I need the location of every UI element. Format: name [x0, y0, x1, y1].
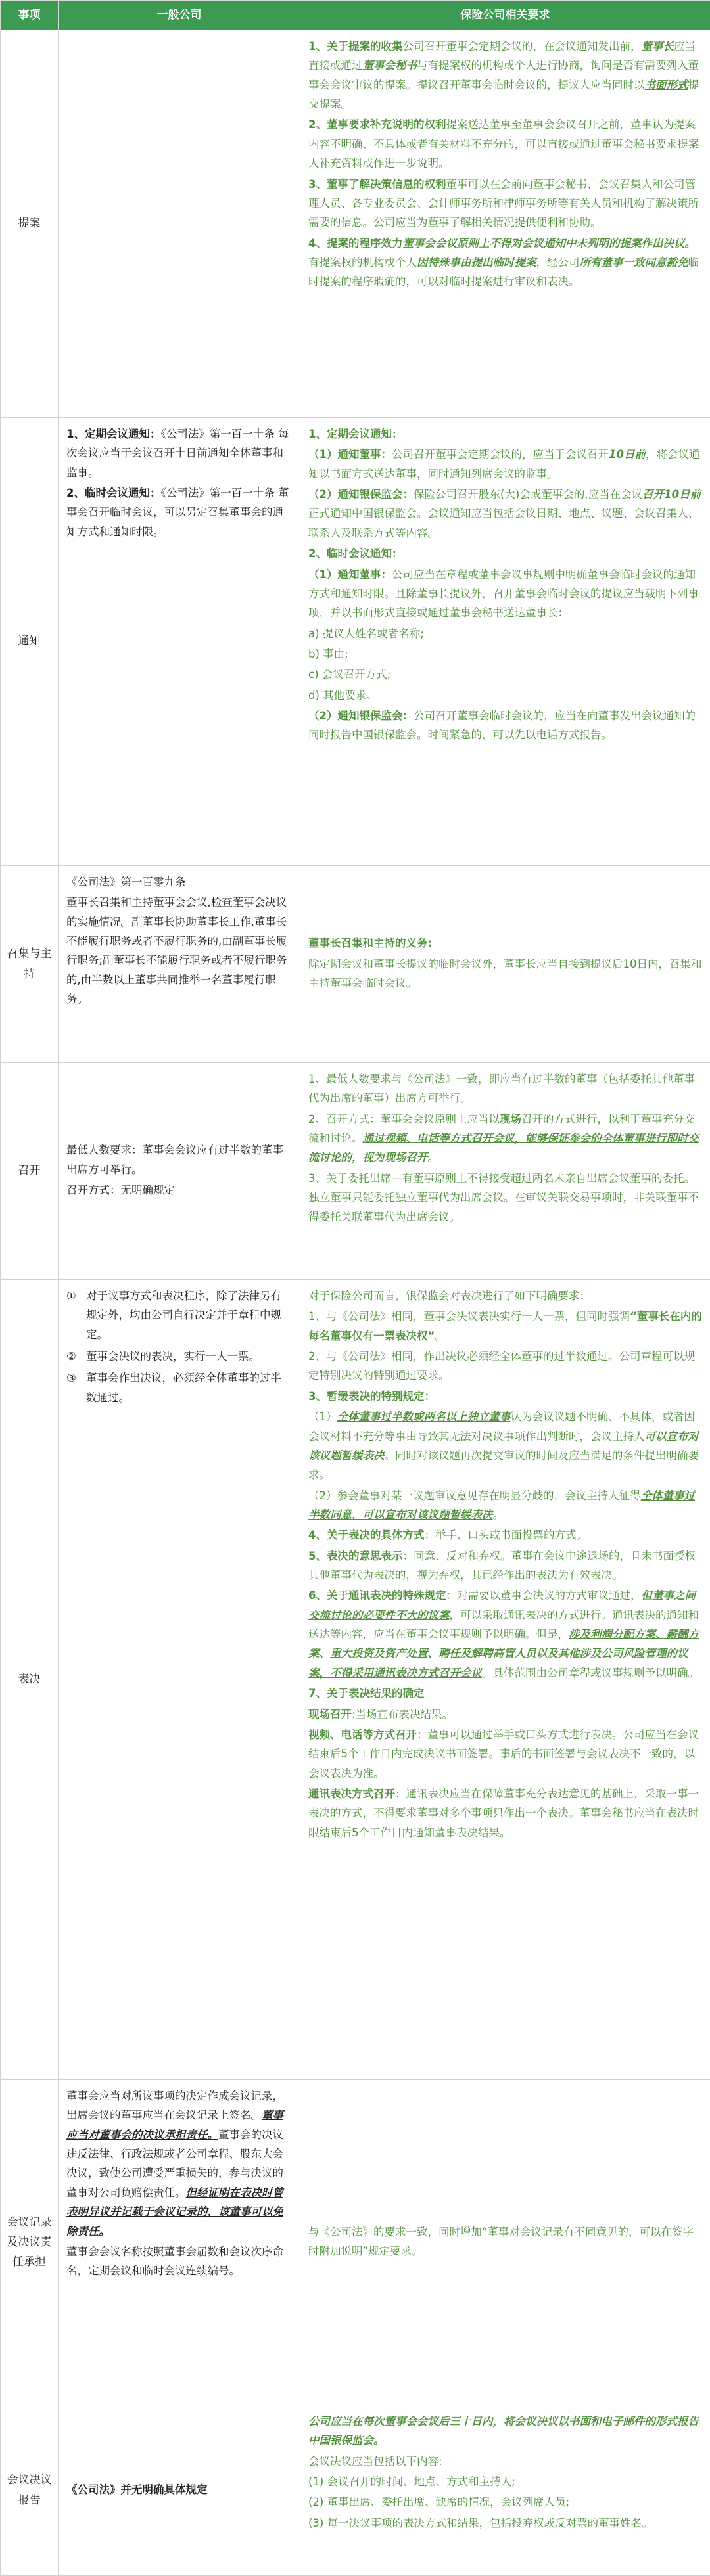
list-item: ③ 董事会作出决议，必须经全体董事的过半数通过。	[66, 1368, 292, 1407]
general-cell: 《公司法》第一百零九条 董事长召集和主持董事会会议,检查董事会决议的实施情况。副董事长协助董事长工作,董事长不能履行职务或者不履行职务的,由副董事长履行职务;副董事长不能履行职务或者不履行职务的,由半数以上董事共同推举一名董事履行职务。	[59, 866, 300, 1063]
insurance-cell: 1、定期会议通知： （1）通知董事：公司召开董事会定期会议的，应当于会议召开10日前，将会议通知以书面方式送达董事，同时通知列席会议的监事。 （2）通知银保监会：保险公司召开股东(大)会或董事会的,应当在会议召开10日前正式通知中国银保监会。会议通知应当包括会议日期、地点、议题、会议召集人、联系人及联系方式等内容。 2、临时会议通知： （1）通知董事：公司应当在章程或董事会议事规则中明确董事会临时会议的通知方式和通知时限。且除董事长提议外，召开董事会临时会议的提议应当载明下列事项，并以书面形式直接或通过董事会秘书送达董事长： a) 提议人姓名或者名称; b) 事由; c) 会议召开方式; d) 其他要求。 （2）通知银保监会：公司召开董事会临时会议的，应当在向董事发出会议通知的同时报告中国银保监会。时间紧急的，可以先以电话方式报告。	[300, 418, 710, 866]
general-cell: 最低人数要求：董事会会议应有过半数的董事出席方可举行。 召开方式：无明确规定	[59, 1063, 300, 1280]
row-label: 通知	[1, 418, 59, 866]
list-item: (1) 会议召开的时间、地点、方式和主持人;	[308, 2472, 702, 2491]
row-label: 召集与主 持	[1, 866, 59, 1063]
header-row	[1, 1, 710, 30]
general-cell	[59, 1280, 300, 2080]
insurance-cell: 1、关于提案的收集公司召开董事会定期会议的，在会议通知发出前，董事长应当直接或通过董事会秘书与有提案权的机构或个人进行协商，询问是否有需要列入董事会会议审议的提案。提议召开董事会临时会议的，提议人应当同时以书面形式提交提案。 2、董事要求补充说明的权利提案送达董事至董事会会议召开之前，董事认为提案内容不明确、不具体或者有关材料不充分的，可以直接或通过董事会秘书要求提案人补充资料或作进一步说明。 3、董事了解决策信息的权利董事可以在会前向董事会秘书、会议召集人和公司管理人员、各专业委员会、会计师事务所和律师事务所等有关人员和机构了解决策所需要的信息。公司应当为董事了解相关情况提供便利和协助。 4、提案的程序效力董事会会议原则上不得对会议通知中未列明的提案作出决议。有提案权的机构或个人因特殊事由提出临时提案，经公司所有董事一致同意豁免临时提案的程序瑕疵的，可以对临时提案进行审议和表决。	[300, 30, 710, 418]
list-item: ① 对于议事方式和表决程序，除了法律另有规定外，均由公司自行决定并于章程中规定。	[66, 1286, 292, 1344]
row-label: 表决	[1, 1280, 59, 2080]
list-item: d) 其他要求。	[308, 686, 702, 705]
header-general-company: 一般公司	[59, 1, 300, 30]
insurance-cell: 与《公司法》的要求一致，同时增加“董事对会议记录有不同意见的，可以在签字时附加说明”规定要求。	[300, 2080, 710, 2405]
general-cell: 《公司法》并无明确具体规定	[59, 2405, 300, 2576]
row-report	[1, 2405, 710, 2576]
insurance-cell: 1、最低人数要求与《公司法》一致，即应当有过半数的董事（包括委托其他董事代为出席的董事）出席方可举行。 2、召开方式：董事会会议原则上应当以现场召开的方式进行，以利于董事充分交流和讨论。通过视频、电话等方式召开会议，能够保证参会的全体董事进行即时交流讨论的，视为现场召开。 3、关于委托出席—有董事原则上不得接受超过两名未亲自出席会议董事的委托。独立董事只能委托独立董事代为出席会议。在审议关联交易事项时，非关联董事不得委托关联董事代为出席会议。	[300, 1063, 710, 1280]
row-convene	[1, 866, 710, 1063]
row-record	[1, 2080, 710, 2405]
row-hold	[1, 1063, 710, 1280]
row-label: 提案	[1, 30, 59, 418]
list-item: c) 会议召开方式;	[308, 665, 702, 684]
row-label: 召开	[1, 1063, 59, 1280]
list-item: a) 提议人姓名或者名称;	[308, 624, 702, 643]
general-cell: 1、定期会议通知：《公司法》第一百一十条 每次会议应当于会议召开十日前通知全体董事和监事。 2、临时会议通知：《公司法》第一百一十条 董事会召开临时会议，可以另定召集董事会的通知方式和通知时限。	[59, 418, 300, 866]
row-label: 会议决议 报告	[1, 2405, 59, 2576]
list-item: (2) 董事出席、委托出席、缺席的情况，会议列席人员;	[308, 2493, 702, 2512]
list-item: (3) 每一决议事项的表决方式和结果，包括投弃权或反对票的董事姓名。	[308, 2514, 702, 2533]
row-vote	[1, 1280, 710, 2080]
list-item: ② 董事会决议的表决，实行一人一票。	[66, 1347, 292, 1366]
row-proposal	[1, 30, 710, 418]
insurance-cell: 公司应当在每次董事会会议后三十日内，将会议决议以书面和电子邮件的形式报告中国银保监会。 会议决议应当包括以下内容: (1) 会议召开的时间、地点、方式和主持人; (2) 董事出席、委托出席、缺席的情况，会议列席人员; (3) 每一决议事项的表决方式和结果，包括投弃权或反对票的董事姓名。	[300, 2405, 710, 2576]
header-item: 事项	[1, 1, 59, 30]
insurance-cell: 董事长召集和主持的义务: 除定期会议和董事长提议的临时会议外，董事长应当自接到提议后10日内，召集和主持董事会临时会议。	[300, 866, 710, 1063]
general-cell	[59, 30, 300, 418]
insurance-cell: 对于保险公司而言，银保监会对表决进行了如下明确要求： 1、与《公司法》相同，董事会决议表决实行一人一票，但同时强调“董事长在内的每名董事仅有一票表决权”。 2、与《公司法》相同，作出决议必须经全体董事的过半数通过。公司章程可以规定特别决议的特别通过要求。 3、暂缓表决的特别规定： （1）全体董事过半数或两名以上独立董事认为会议议题不明确、不具体，或者因会议材料不充分等事由导致其无法对决议事项作出判断时，会议主持人可以宣布对该议题暂缓表决。同时对该议题再次提交审议的时间及应当满足的条件提出明确要求。 （2）参会董事对某一议题审议意见存在明显分歧的，会议主持人征得全体董事过半数同意，可以宣布对该议题暂缓表决。 4、关于表决的具体方式：举手、口头或书面投票的方式。 5、表决的意思表示：同意、反对和弃权。董事在会议中途退场的，且未书面授权其他董事代为表决的，视为弃权，其已经作出的表决为有效表决。 6、关于通讯表决的特殊规定：对需要以董事会决议的方式审议通过，但董事之间交流讨论的必要性不大的议案，可以采取通讯表决的方式进行。通讯表决的通知和送达等内容，应当在董事会议事规则予以明确。但是，涉及利润分配方案、薪酬方案、重大投资及资产处置、聘任及解聘高管人员以及其他涉及公司风险管理的议案，不得采用通讯表决方式召开会议。具体范围由公司章程或议事规则予以明确。 7、关于表决结果的确定 现场召开:当场宣布表决结果。 视频、电话等方式召开：董事可以通过举手或口头方式进行表决。公司应当在会议结束后5个工作日内完成决议书面签署。事后的书面签署与会议表决不一致的，以会议表决为准。 通讯表决方式召开：通讯表决应当在保障董事充分表达意见的基础上，采取一事一表决的方式，不得要求董事对多个事项只作出一个表决。董事会秘书应当在表决时限结束后5个工作日内通知董事表决结果。	[300, 1280, 710, 2080]
header-insurance-requirements: 保险公司相关要求	[300, 1, 710, 30]
row-notice	[1, 418, 710, 866]
general-cell: 董事会应当对所议事项的决定作成会议记录，出席会议的董事应当在会议记录上签名。董事应当对董事会的决议承担责任。董事会的决议违反法律、行政法规或者公司章程、股东大会决议，致使公司遭受严重损失的，参与决议的董事对公司负赔偿责任。但经证明在表决时曾表明异议并记载于会议记录的，该董事可以免除责任。 董事会会议名称按照董事会届数和会议次序命名，定期会议和临时会议连续编号。	[59, 2080, 300, 2405]
list-item: b) 事由;	[308, 644, 702, 664]
row-label: 会议记录 及决议责 任承担	[1, 2080, 59, 2405]
